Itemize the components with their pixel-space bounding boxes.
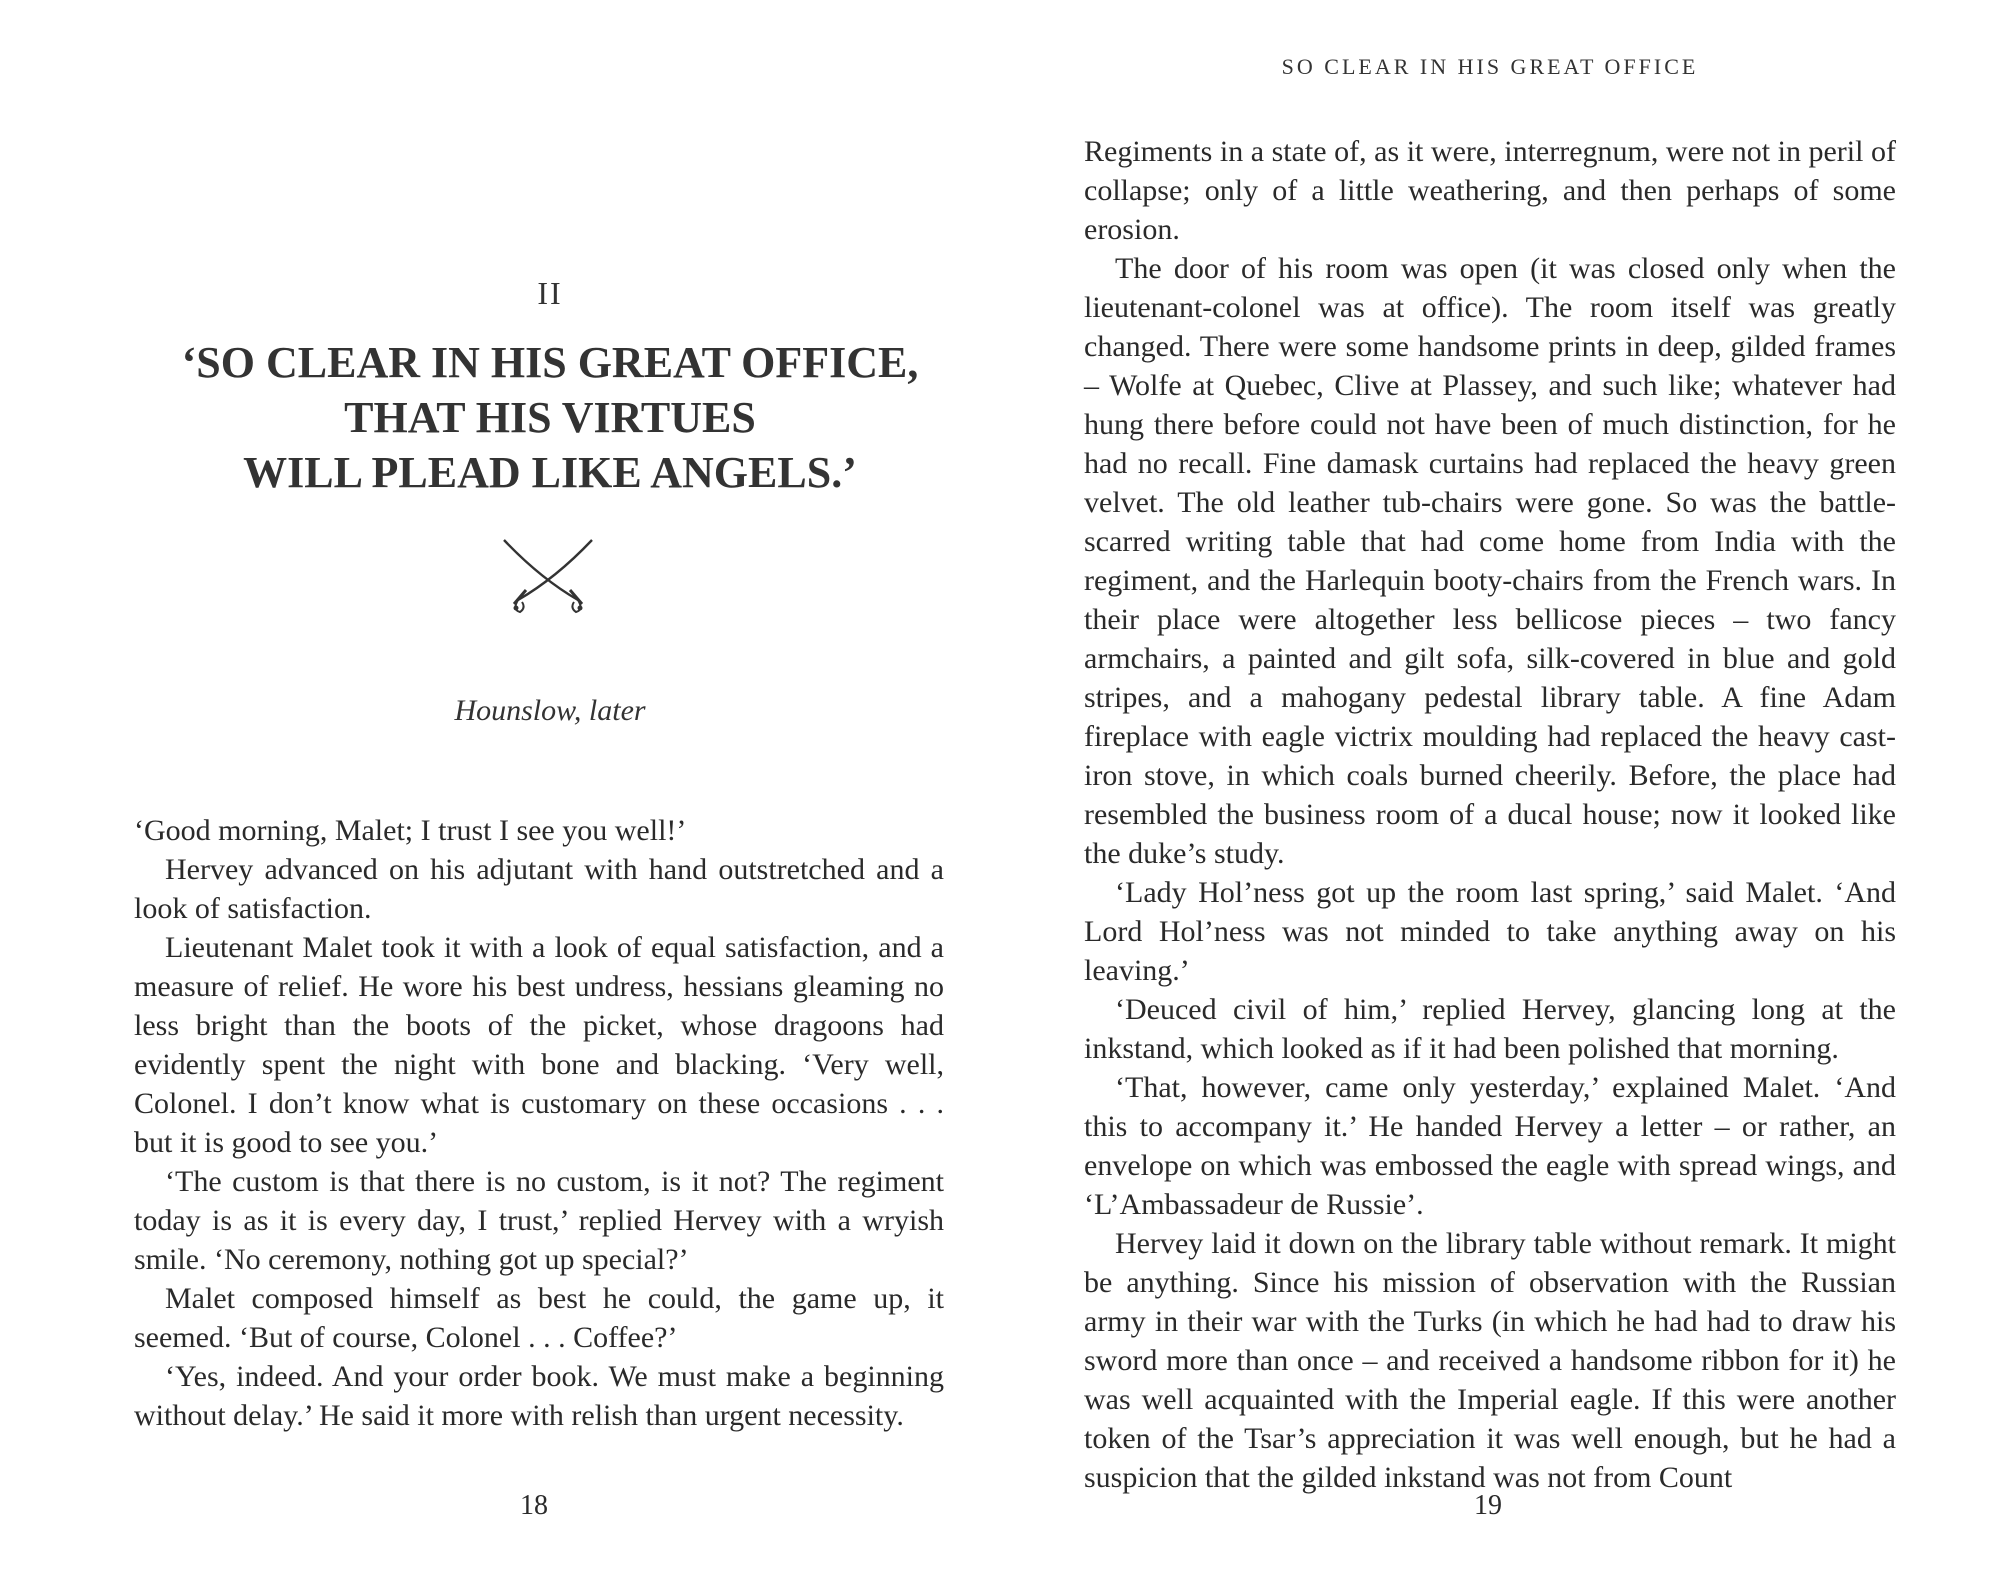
paragraph: ‘The custom is that there is no custom, is it not? The regiment today is as it is every day, I trust,’ replied Hervey with a wryish smile. ‘No ceremony, nothing got up special?’ bbox=[134, 1165, 944, 1276]
page-number: 18 bbox=[520, 1490, 548, 1521]
running-head: SO CLEAR IN HIS GREAT OFFICE bbox=[1281, 54, 1699, 79]
paragraph: Hervey advanced on his adjutant with hand outstretched and a look of satisfaction. bbox=[134, 853, 944, 925]
paragraph: ‘Lady Hol’ness got up the room last spring,’ said Malet. ‘And Lord Hol’ness was not minded to take anything away on his leaving.’ bbox=[1084, 876, 1896, 987]
paragraph: Lieutenant Malet took it with a look of equal satisfaction, and a measure of relief. He wore his best undress, hessians gleaming no less bright than the boots of the picket, whose dragoons had evidently spent the night with bone and blacking. ‘Very well, Colonel. I don’t know what is customary on these occasions . . . but it is good to see you.’ bbox=[134, 931, 944, 1159]
page-number: 19 bbox=[1474, 1490, 1502, 1521]
paragraph: Malet composed himself as best he could, the game up, it seemed. ‘But of course, Colonel . . . Coffee?’ bbox=[134, 1282, 944, 1354]
chapter-title-line: ‘SO CLEAR IN HIS GREAT OFFICE, bbox=[181, 338, 919, 387]
paragraph: ‘That, however, came only yesterday,’ explained Malet. ‘And this to accompany it.’ He handed Hervey a letter – or rather, an envelope on which was embossed the eagle with spread wings, and ‘L’Ambassadeur de Russie’. bbox=[1084, 1071, 1896, 1221]
paragraph: ‘Yes, indeed. And your order book. We must make a beginning without delay.’ He said it more with relish than urgent necessity. bbox=[134, 1360, 944, 1432]
crossed-sabres-icon bbox=[500, 538, 596, 614]
chapter-title-line: THAT HIS VIRTUES bbox=[344, 393, 756, 442]
chapter-number: II bbox=[537, 275, 563, 311]
location-caption: Hounslow, later bbox=[454, 694, 646, 727]
paragraph: The door of his room was open (it was closed only when the lieutenant-colonel was at office). The room itself was greatly changed. There were some handsome prints in deep, gilded frames – Wolfe at Quebec, Clive at Plassey, and such like; whatever had hung there before could not have been of much distinction, for he had no recall. Fine damask curtains had replaced the heavy green velvet. The old leather tub-chairs were gone. So was the battle-scarred writing table that had come home from India with the regiment, and the Harlequin booty-chairs from the French wars. In their place were altogether less bellicose pieces – two fancy armchairs, a painted and gilt sofa, silk-covered in blue and gold stripes, and a mahogany pedestal library table. A fine Adam fireplace with eagle victrix moulding had replaced the heavy cast-iron stove, in which coals burned cheerily. Before, the place had resembled the business room of a ducal house; now it looked like the duke’s study. bbox=[1084, 252, 1896, 870]
paragraph: Regiments in a state of, as it were, interregnum, were not in peril of collapse; only of a little weathering, and then perhaps of some erosion. bbox=[1084, 135, 1896, 246]
paragraph: ‘Good morning, Malet; I trust I see you well!’ bbox=[134, 814, 687, 847]
right-page bbox=[1000, 0, 2000, 1586]
paragraph: ‘Deuced civil of him,’ replied Hervey, glancing long at the inkstand, which looked as if it had been polished that morning. bbox=[1084, 993, 1896, 1065]
chapter-title-line: WILL PLEAD LIKE ANGELS.’ bbox=[243, 448, 857, 497]
left-body-text bbox=[134, 811, 944, 1435]
right-body-text bbox=[1084, 132, 1896, 1497]
paragraph: Hervey laid it down on the library table without remark. It might be anything. Since his mission of observation with the Russian army in their war with the Turks (in which he had had to draw his sword more than once – and received a handsome ribbon for it) he was well acquainted with the Imperial eagle. If this were another token of the Tsar’s appreciation it was well enough, but he had a suspicion that the gilded inkstand was not from Count bbox=[1084, 1227, 1896, 1494]
chapter-title bbox=[0, 335, 1100, 500]
